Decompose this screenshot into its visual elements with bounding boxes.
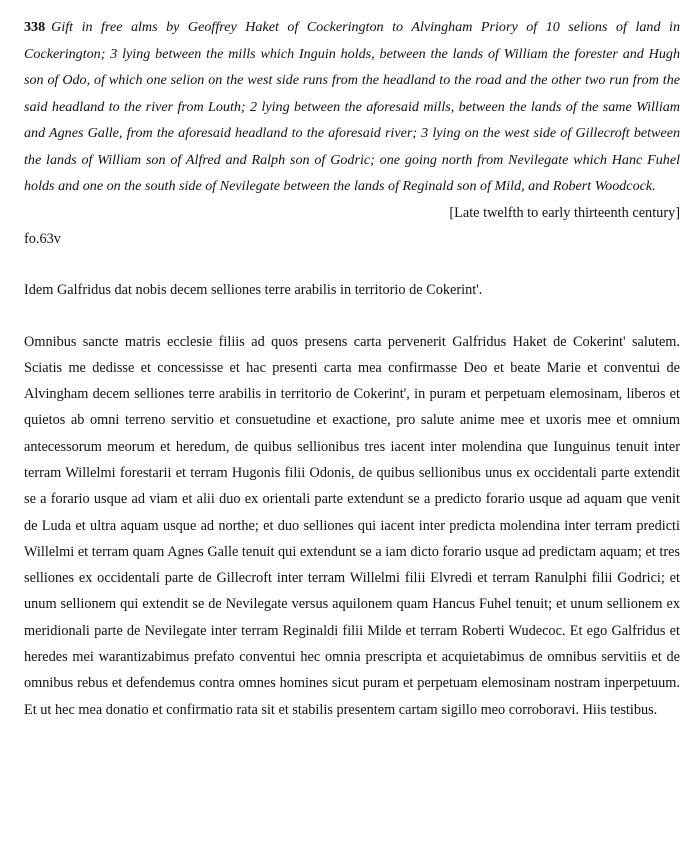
charter-rubric: Idem Galfridus dat nobis decem selliones terre arabilis in territorio de Cokerint'. [24, 281, 483, 298]
entry-date: [Late twelfth to early thirteenth century] [449, 204, 680, 221]
entry-abstract-text: Gift in free alms by Geoffrey Haket of Cockerington to Alvingham Priory of 10 selions of land in Cockerington; 3 lying between the mills which Inguin holds, between the lands of William the forester and Hugh son of Odo, of which one selion on the west side runs from the headland to the road and the other two run from the said headland to the river from Louth; 2 lying between the aforesaid mills, between the lands of the same William and Agnes Galle, from the aforesaid headland to the aforesaid river; 3 lying on the west side of Gillecroft between the lands of William son of Alfred and Ralph son of Godric; one going north from Nevilegate which Hanc Fuhel holds and one on the south side of Nevilegate between the lands of Reginald son of Mild, and Robert Woodcock. [24, 19, 680, 194]
entry-number: 338 [24, 19, 46, 35]
charter-text: Omnibus sancte matris ecclesie filiis ad quos presens carta pervenerit Galfridus Haket de Cokerint' salutem. Sciatis me dedisse et concessisse et hac presenti carta mea confirmasse Deo et beate Marie et conventui de Alvingham decem selliones terre arabilis in territorio de Cokerint', in puram et perpetuam elemosinam, liberos et quietos ab omni terreno servitio et consuetudine et exactione, pro salute anime mee et uxoris mee et omnium antecessorum meorum et heredum, de quibus sellionibus tres iacent inter molendina que Iunguinus tenuit inter terram Willelmi forestarii et terram Hugonis filii Odonis, de quibus sellionibus unus ex occidentali parte extendit se a forario usque ad viam et alii duo ex orientali parte extendunt se a predicto forario usque ad aquam que venit de Luda et ultra aquam usque ad northe; et duo selliones qui iacent inter predicta molendina inter terram predicti Willelmi et terram quam Agnes Galle tenuit qui extendunt se a iam dicto forario usque ad predictam aquam; et tres selliones ex occidentali parte de Gillecroft inter terram Willelmi filii Elvredi et terram Ranulphi filii Godrici; et unum sellionem qui extendit se de Nevilegate versus aquilonem quam Hancus Fuhel tenuit; et unum sellionem ex meridionali parte de Nevilegate inter terram Reginaldi filii Milde et terram Roberti Wudecoc. Et ego Galfridus et heredes mei warantizabimus prefato conventui hec omnia prescripta et acquietabimus de omnibus servitiis et de omnibus rebus et defendemus contra omnes homines sicut puram et perpetuam elemosinam nostram inperpetuum. Et ut hec mea donatio et confirmatio rata sit et stabilis presentem cartam sigillo meo corroboravi. Hiis testibus. [24, 333, 680, 718]
entry-abstract [24, 14, 680, 200]
folio-reference: fo.63v [24, 230, 61, 247]
document-page [24, 14, 680, 723]
